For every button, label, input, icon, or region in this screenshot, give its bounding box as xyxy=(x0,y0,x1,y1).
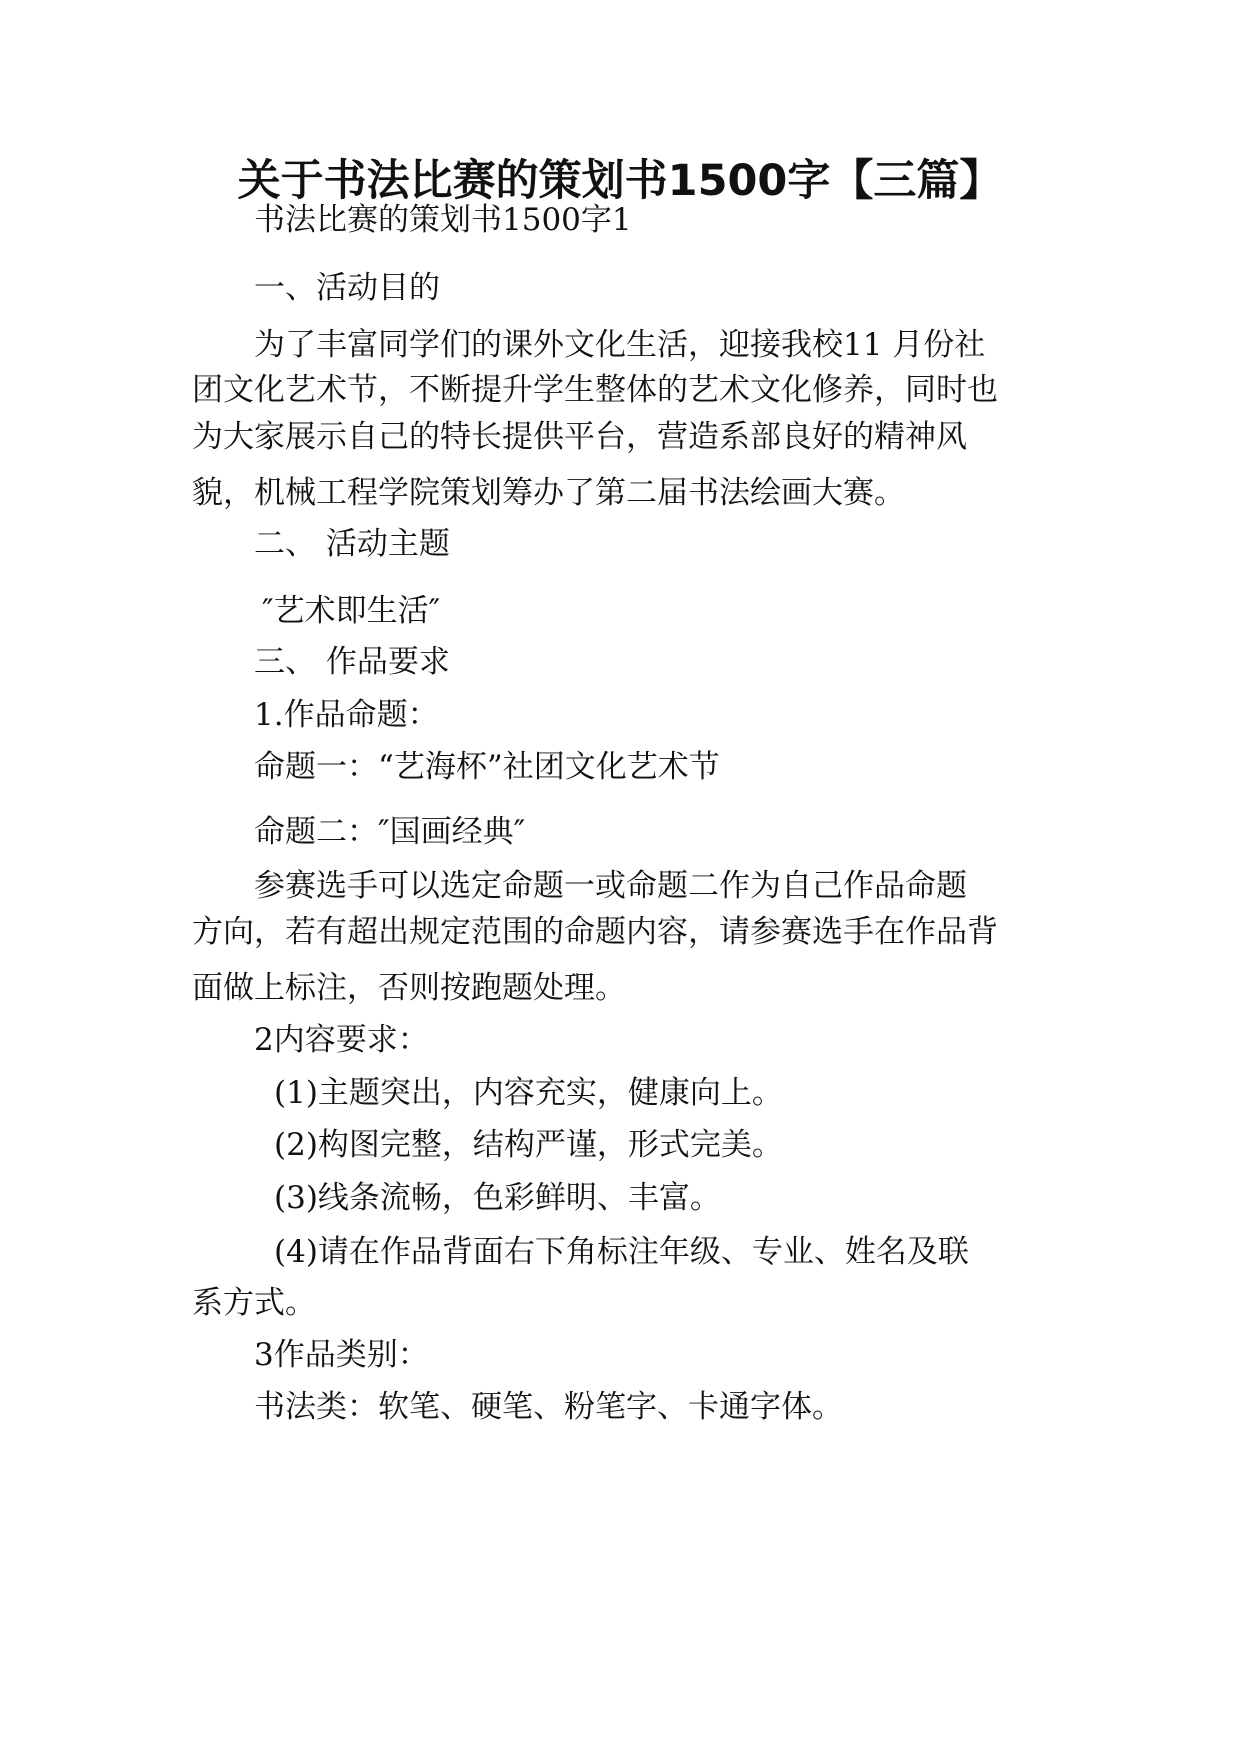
section1-line: 为了丰富同学们的课外文化生活，迎接我校11 月份社 xyxy=(254,327,986,363)
section1-line: 为大家展示自己的特长提供平台，营造系部良好的精神风 xyxy=(192,419,967,455)
requirement-item: (2)构图完整，结构严谨，形式完美。 xyxy=(274,1127,783,1163)
section3-heading: 三、 作品要求 xyxy=(254,644,450,680)
item2-heading: 2内容要求： xyxy=(254,1022,429,1058)
topic-two: 命题二：″国画经典″ xyxy=(254,814,526,850)
category-item: 书法类：软笔、硬笔、粉笔字、卡通字体。 xyxy=(254,1389,843,1425)
topic-note-line: 面做上标注，否则按跑题处理。 xyxy=(192,970,626,1006)
section2-heading: 二、 活动主题 xyxy=(254,526,450,562)
section1-line: 貌，机械工程学院策划筹办了第二届书法绘画大赛。 xyxy=(192,475,905,511)
section2-body: ″艺术即生活″ xyxy=(262,593,441,629)
topic-note-line: 参赛选手可以选定命题一或命题二作为自己作品命题 xyxy=(254,868,967,904)
requirement-item: (4)请在作品背面右下角标注年级、专业、姓名及联 xyxy=(274,1234,969,1270)
topic-one: 命题一：“艺海杯”社团文化艺术节 xyxy=(254,749,720,785)
section1-line: 团文化艺术节，不断提升学生整体的艺术文化修养，同时也 xyxy=(192,372,998,408)
document-subtitle: 书法比赛的策划书1500字1 xyxy=(254,202,632,238)
topic-note-line: 方向，若有超出规定范围的命题内容，请参赛选手在作品背 xyxy=(192,914,998,950)
section1-heading: 一、活动目的 xyxy=(254,270,440,306)
requirement-item-continued: 系方式。 xyxy=(192,1285,316,1321)
item1-heading: 1.作品命题： xyxy=(254,697,439,733)
requirement-item: (3)线条流畅，色彩鲜明、丰富。 xyxy=(274,1180,721,1216)
document-title: 关于书法比赛的策划书1500字【三篇】 xyxy=(237,156,1003,206)
requirement-item: (1)主题突出，内容充实，健康向上。 xyxy=(274,1075,783,1111)
item3-heading: 3作品类别： xyxy=(254,1337,429,1373)
